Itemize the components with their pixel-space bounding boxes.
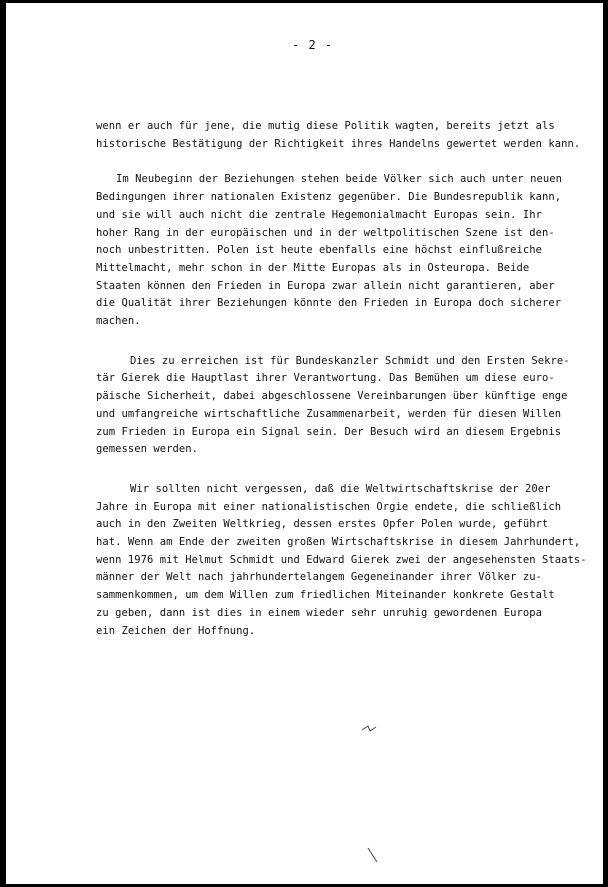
paragraph-4: [96, 481, 586, 640]
text-line: und umfangreiche wirtschaftliche Zusammenarbeit, werden für diesen Willen: [96, 407, 562, 420]
text-line: hoher Rang in der europäischen und in der weltpolitischen Szene ist den-: [96, 226, 555, 239]
text-line: Wir sollten nicht vergessen, daß die Weltwirtschaftskrise der 20er: [130, 482, 551, 495]
page-number: - 2 -: [292, 38, 334, 52]
text-line: männer der Welt nach jahrhundertelangem Gegeneinander ihrer Völker zu-: [96, 571, 543, 584]
text-line: auch in den Zweiten Weltkrieg, dessen erstes Opfer Polen wurde, geführt: [96, 518, 549, 531]
text-line: Im Neubeginn der Beziehungen stehen beide Völker sich auch unter neuen: [116, 173, 563, 186]
scan-border-top: [0, 0, 608, 3]
document-body: [96, 118, 586, 640]
text-line: wenn 1976 mit Helmut Schmidt und Edward Gierek zwei der angesehensten Staats-: [96, 553, 587, 566]
scan-border-right: [603, 0, 608, 887]
text-line: Jahre in Europa mit einer nationalistischen Orgie endete, die schließlich: [96, 500, 562, 513]
text-line: zu geben, dann ist dies in einem wieder sehr unruhig gewordenen Europa: [96, 606, 543, 619]
text-line: die Qualität ihrer Beziehungen könnte den Frieden in Europa doch sicherer: [96, 297, 562, 310]
text-line: sammenkommen, um dem Willen zum friedlichen Miteinander konkrete Gestalt: [96, 589, 555, 602]
scan-speck-mark: [360, 722, 380, 736]
text-line: historische Bestätigung der Richtigkeit ihres Handelns gewertet werden kann.: [96, 137, 581, 150]
text-line: tär Gierek die Hauptlast ihrer Verantwortung. Das Bemühen um diese euro-: [96, 372, 555, 385]
paragraph-1: [96, 118, 586, 153]
text-line: Bedingungen ihrer nationalen Existenz gegenüber. Die Bundesrepublik kann,: [96, 191, 562, 204]
scan-border-left: [0, 0, 6, 887]
text-line: Dies zu erreichen ist für Bundeskanzler Schmidt und den Ersten Sekre-: [130, 354, 570, 367]
text-line: gemessen werden.: [96, 443, 198, 456]
text-line: ein Zeichen der Hoffnung.: [96, 624, 256, 637]
text-line: Staaten können den Frieden in Europa zwar allein nicht garantieren, aber: [96, 279, 555, 292]
text-line: zum Frieden in Europa ein Signal sein. Der Besuch wird an diesem Ergebnis: [96, 425, 562, 438]
text-line: wenn er auch für jene, die mutig diese Politik wagten, bereits jetzt als: [96, 120, 555, 132]
text-line: noch unbestritten. Polen ist heute ebenfalls eine höchst einflußreiche: [96, 244, 543, 257]
paragraph-3: [96, 353, 586, 459]
text-line: und sie will auch nicht die zentrale Hegemonialmacht Europas sein. Ihr: [96, 208, 543, 221]
text-line: Mittelmacht, mehr schon in der Mitte Europas als in Osteuropa. Beide: [96, 261, 530, 274]
text-line: päische Sicherheit, dabei abgeschlossene Vereinbarungen über künftige enge: [96, 390, 568, 403]
text-line: machen.: [96, 315, 141, 328]
paragraph-2: [96, 171, 586, 330]
scan-speck-mark: [366, 846, 380, 864]
text-line: hat. Wenn am Ende der zweiten großen Wirtschaftskrise in diesem Jahrhundert,: [96, 536, 581, 549]
